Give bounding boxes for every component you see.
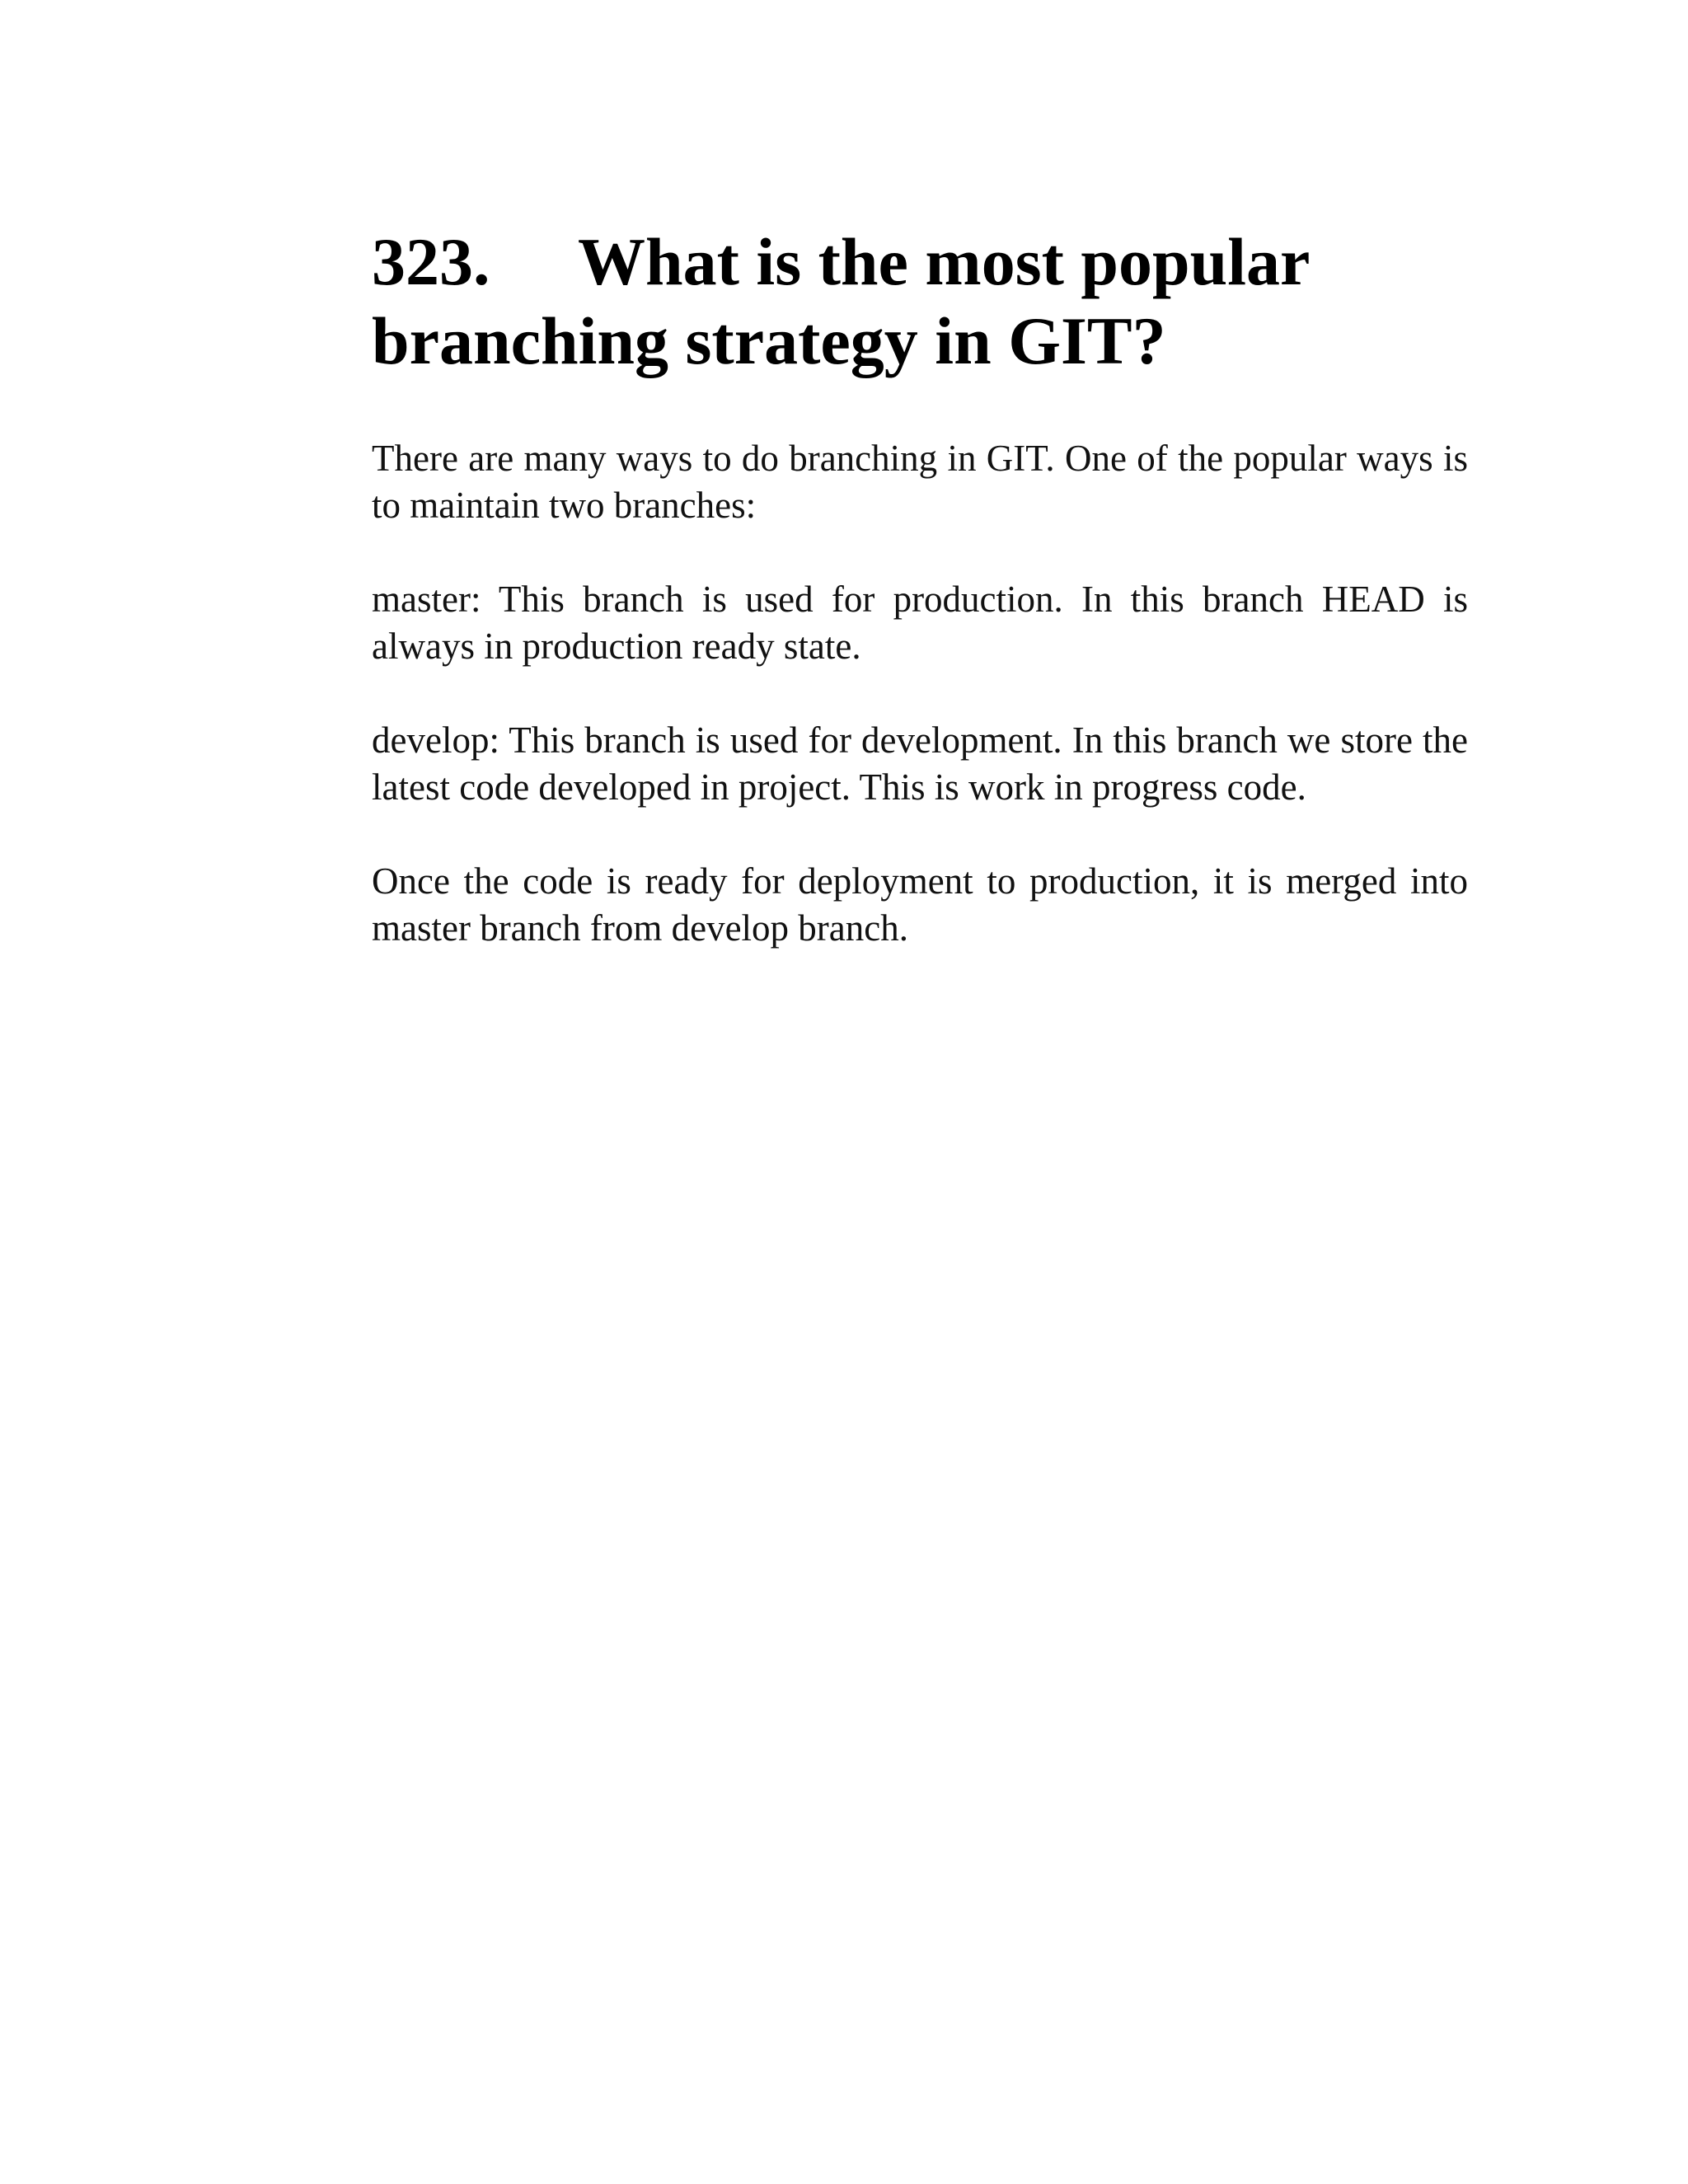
merge-paragraph: Once the code is ready for deployment to production, it is merged into master branch from develop branch.	[372, 860, 1468, 949]
develop-branch-paragraph: develop: This branch is used for development. In this branch we store the latest code developed in project. This is work in progress code.	[372, 719, 1468, 808]
master-branch-paragraph: master: This branch is used for production. In this branch HEAD is always in production ready state.	[372, 579, 1468, 667]
question-number: 323.	[372, 224, 490, 299]
question-heading	[372, 223, 1468, 381]
question-title: What is the most popular branching strategy in GIT?	[372, 224, 1309, 378]
intro-paragraph: There are many ways to do branching in GIT. One of the popular ways is to maintain two branches:	[372, 438, 1468, 526]
document-page	[372, 223, 1468, 952]
